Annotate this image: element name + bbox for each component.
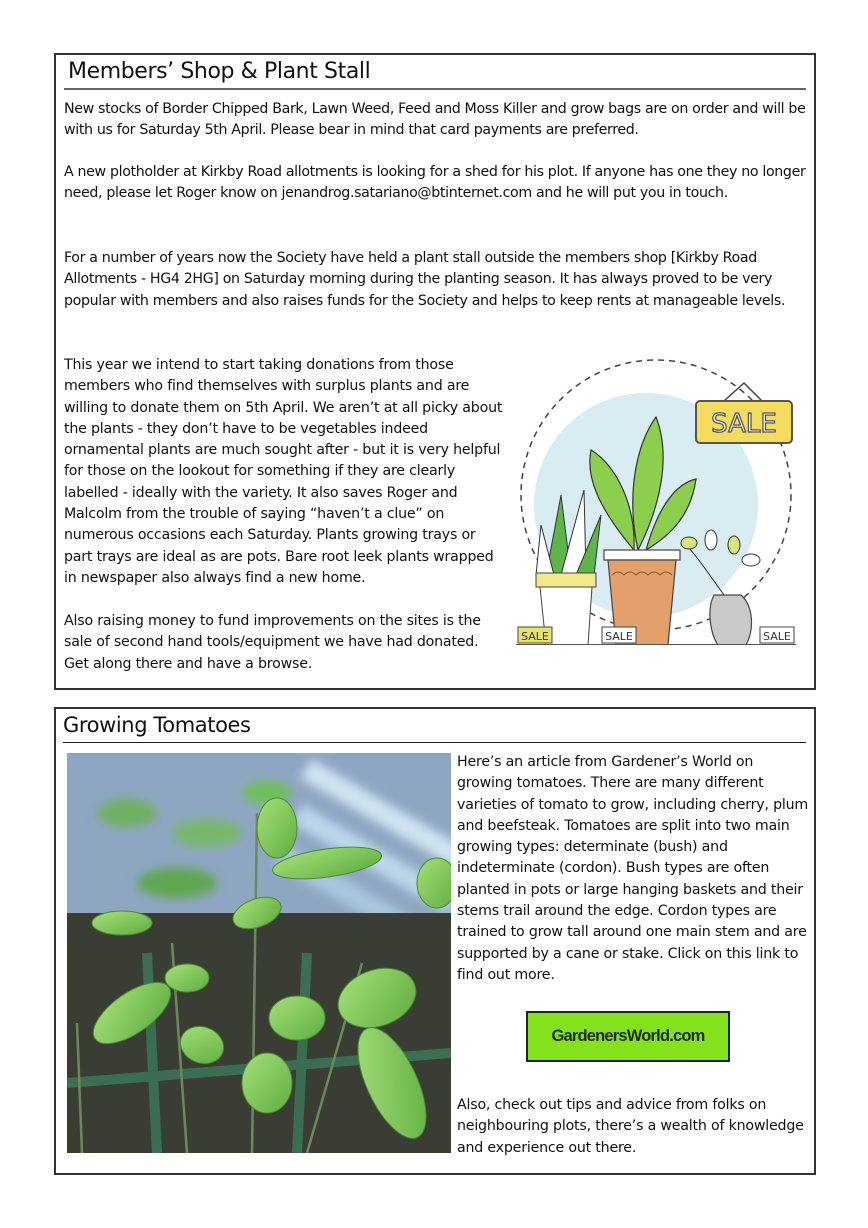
members-shop-section [54,53,816,690]
svg-text:SALE: SALE [605,630,633,643]
svg-text:SALE: SALE [763,630,791,643]
title-underline [64,88,806,90]
paragraph-shed-request: A new plotholder at Kirkby Road allotments is looking for a shed for his plot. If anyone has one they no longer need, please let Roger know on jenandrog.satariano@btinternet.com and he will put you in touch. [64,164,806,202]
plant-sale-illustration [506,355,806,645]
sale-tag-2 [602,627,636,643]
gardeners-world-link-label[interactable]: GardenersWorld.com [551,1027,705,1045]
paragraph-neighbour-tips: Also, check out tips and advice from folks on neighbouring plots, there’s a wealth of knowledge and experience out there. [457,1097,804,1156]
paragraph-donations: This year we intend to start taking donations from those members who find themselves with surplus plants and are willing to donate them on 5th April. We aren’t at all picky about the plants - they don’t have to be vegetables indeed ornamental plants are much sought after - but it is very helpful for those on the lookout for something if they are clearly labelled - ideally with the variety. It also saves Roger and Malcolm from the trouble of saying “haven’t a clue” on numerous occasions each Saturday. Plants growing trays or part trays are ideal as are pots. Bare root leek plants wrapped in newspaper also always find a new home. [64,357,503,586]
section-title: Members’ Shop & Plant Stall [68,59,371,84]
sale-tag-3 [760,627,794,643]
sale-sign-text: SALE [711,409,777,439]
title-underline [63,742,806,743]
paragraph-tomato-article: Here’s an article from Gardener’s World on growing tomatoes. There are many different varieties of tomato to grow, including cherry, plum and beefsteak. Tomatoes are split into two main growing types: determinate (bush) and indeterminate (cordon). Bush types are often planted in pots or large hanging baskets and their stems trail around the edge. Cordon types are trained to grow tall around one main stem and are supported by a cane or stake. Click on this link to find out more. [457,754,809,983]
section-title: Growing Tomatoes [63,713,251,737]
tomato-seedlings-photo [67,753,451,1153]
svg-text:SALE: SALE [521,630,549,643]
paragraph-plant-stall: For a number of years now the Society have held a plant stall outside the members shop [Kirkby Road Allotments - HG4 2HG] on Saturday morning during the planting season. It has always proved to be very popular with members and also raises funds for the Society and helps to keep rents at manageable levels. [64,250,786,309]
sale-tag-1 [518,627,552,643]
paragraph-new-stocks: New stocks of Border Chipped Bark, Lawn Weed, Feed and Moss Killer and grow bags are on order and will be with us for Saturday 5th April. Please bear in mind that card payments are preferred. [64,101,806,139]
paragraph-tools-sale: Also raising money to fund improvements on the sites is the sale of second hand tools/equipment we have had donated. Get along there and have a browse. [64,613,481,672]
gardeners-world-link-button[interactable] [526,1011,730,1062]
growing-tomatoes-section [54,707,816,1175]
